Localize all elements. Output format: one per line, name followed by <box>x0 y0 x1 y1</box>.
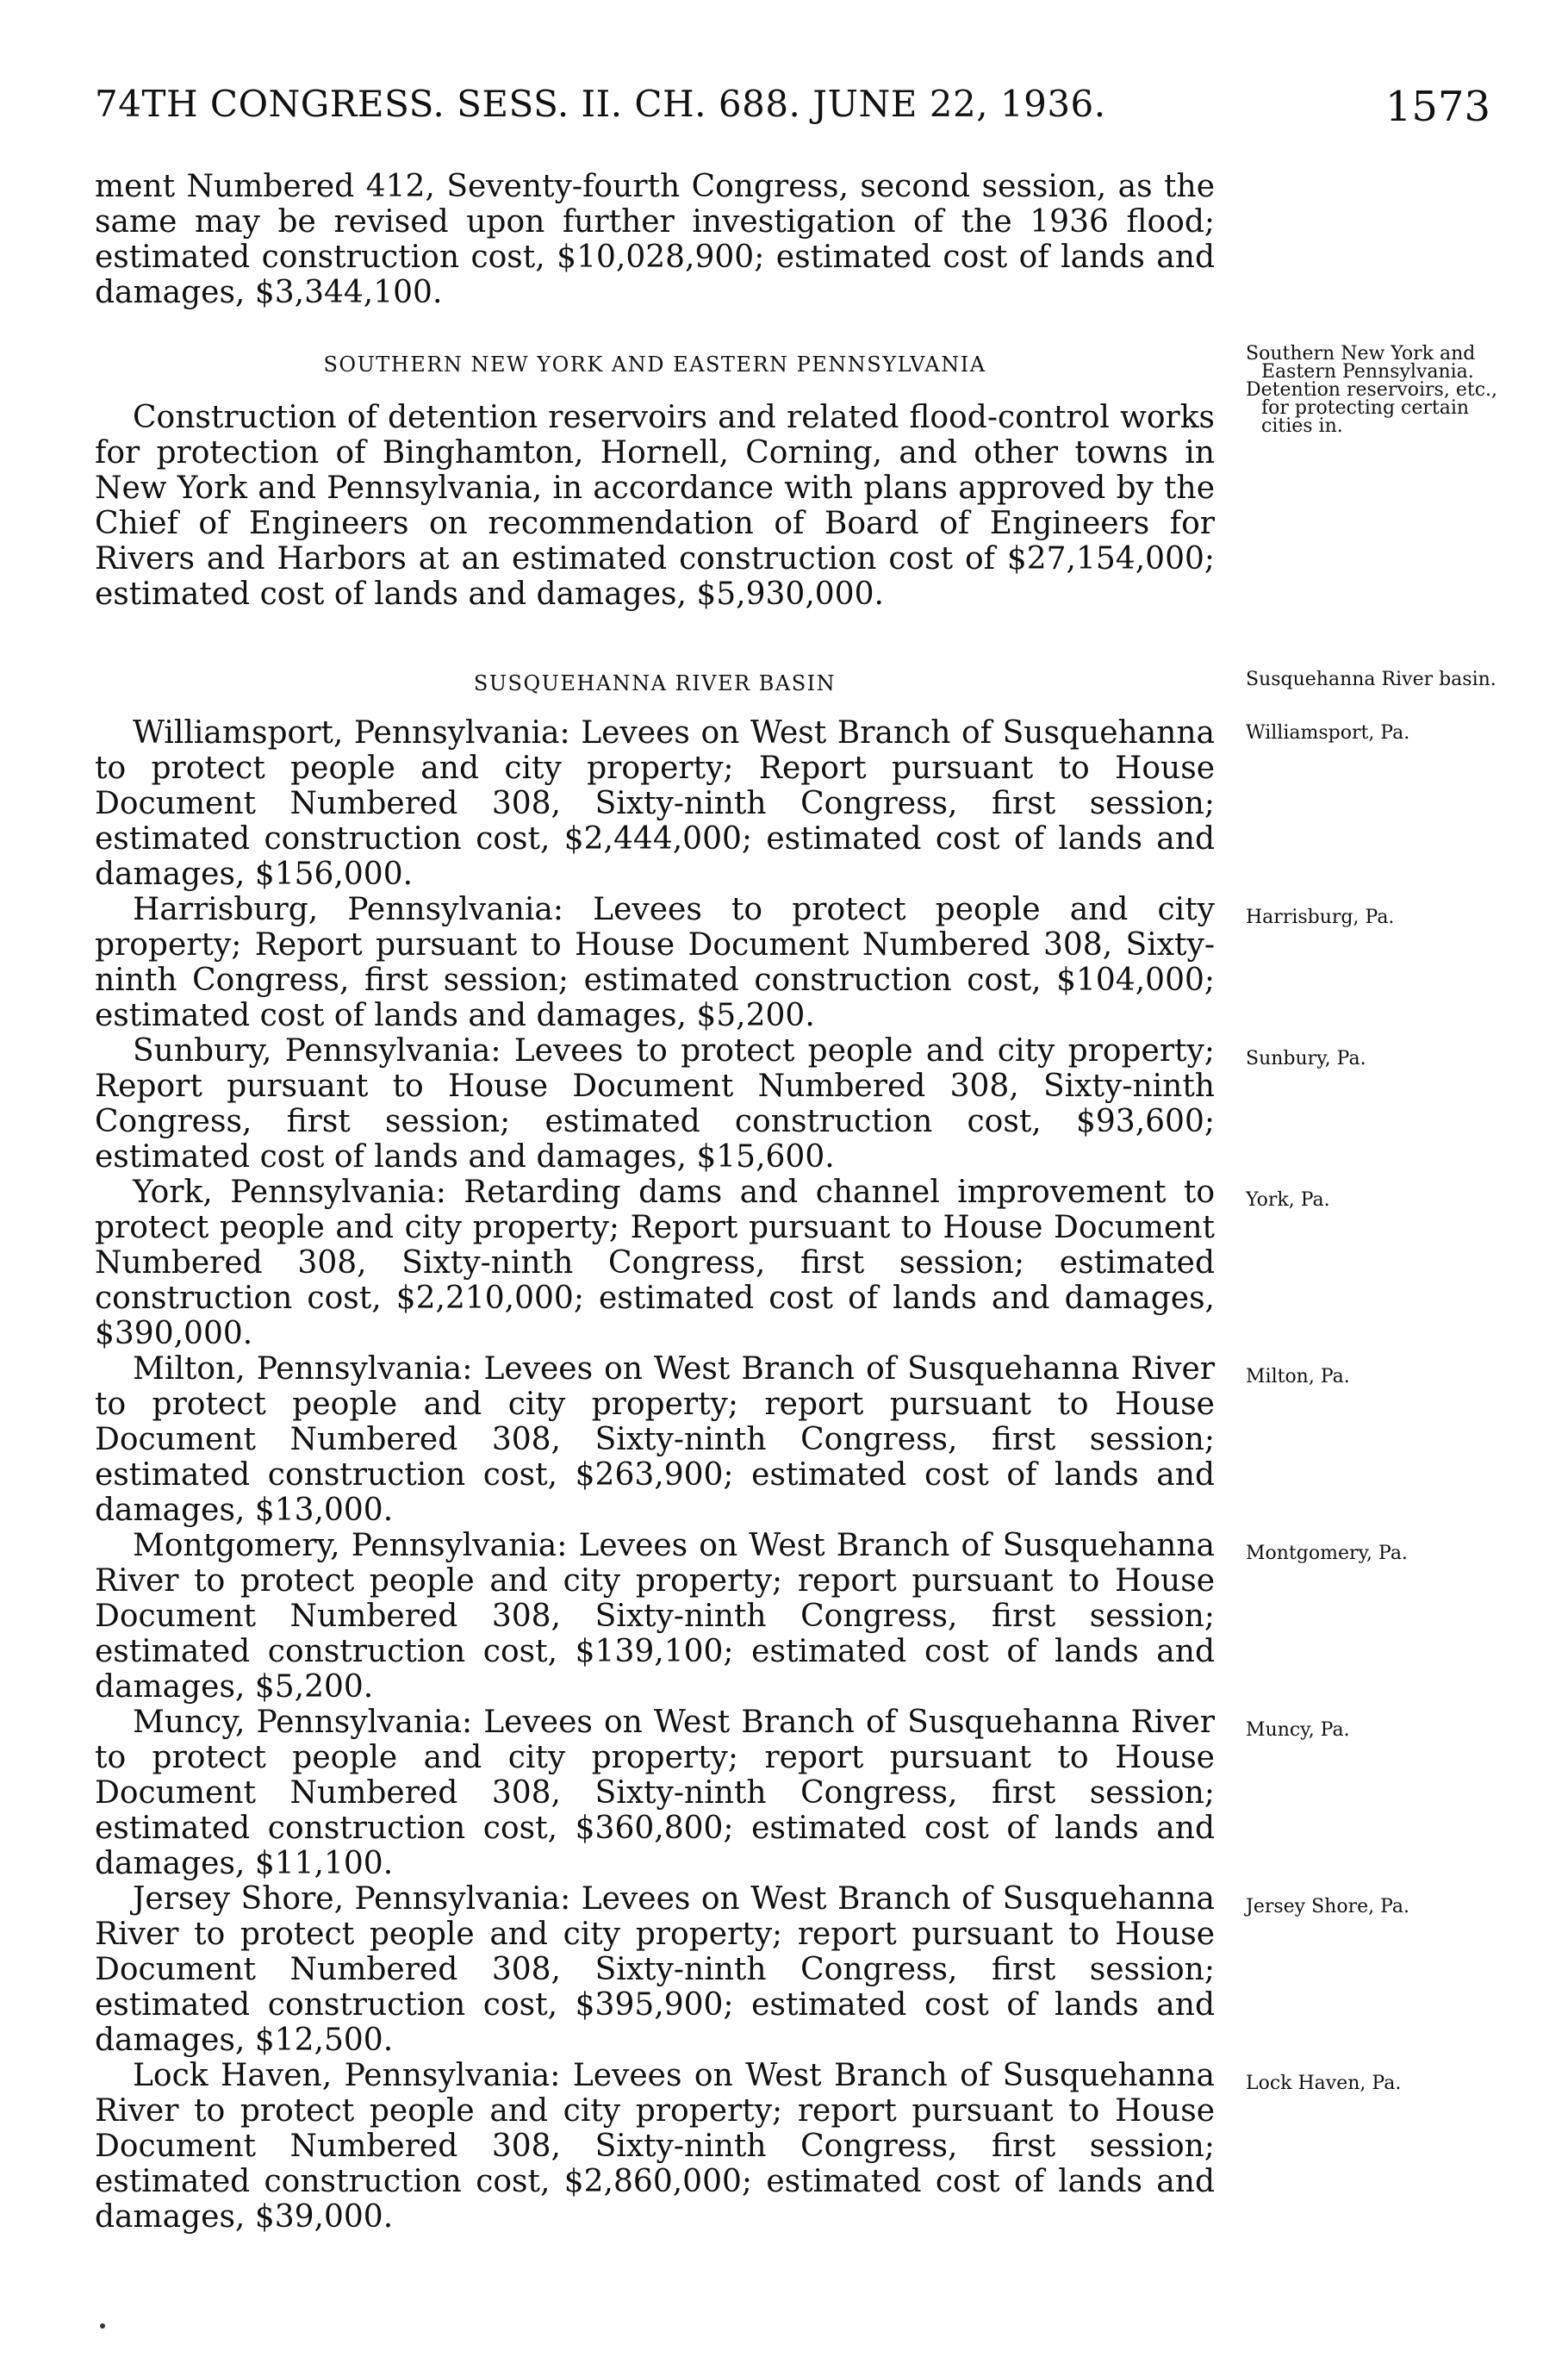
paragraph-lock-haven: Lock Haven, Pennsylvania: Levees on West Branch of Susquehanna River to protect people and city property; report pursuant to House Document Numbered 308, Sixty-ninth Congress, first session; estimated construction cost, $2,860,000; estimated cost of lands and damages, $39,000. <box>95 2058 1215 2235</box>
section-heading-susquehanna: SUSQUEHANNA RIVER BASIN <box>473 671 837 695</box>
print-speck <box>100 2323 105 2329</box>
margin-note-muncy: Muncy, Pa. <box>1246 1719 1350 1741</box>
paragraph-milton: Milton, Pennsylvania: Levees on West Branch of Susquehanna River to protect people and city property; report pursuant to House Document Numbered 308, Sixty-ninth Congress, first session; estimated construction cost, $263,900; estimated cost of lands and damages, $13,000. <box>95 1351 1215 1528</box>
margin-note-southern-ny: Southern New York and Eastern Pennsylvania. <box>1246 343 1476 383</box>
margin-note-detention: Detention reservoirs, etc., for protecting certain cities in. <box>1246 379 1498 437</box>
margin-note-york: York, Pa. <box>1246 1189 1330 1211</box>
continuation-block <box>95 169 1215 310</box>
paragraph-jersey-shore: Jersey Shore, Pennsylvania: Levees on West Branch of Susquehanna River to protect people and city property; report pursuant to House Document Numbered 308, Sixty-ninth Congress, first session; estimated construction cost, $395,900; estimated cost of lands and damages, $12,500. <box>95 1881 1215 2058</box>
running-head: 74TH CONGRESS. SESS. II. CH. 688. JUNE 22, 1936. <box>95 83 1106 125</box>
margin-note-milton: Milton, Pa. <box>1246 1366 1350 1387</box>
paragraph-muncy: Muncy, Pennsylvania: Levees on West Branch of Susquehanna River to protect people and city property; report pursuant to House Document Numbered 308, Sixty-ninth Congress, first session; estimated construction cost, $360,800; estimated cost of lands and damages, $11,100. <box>95 1705 1215 1881</box>
page-number: 1573 <box>1384 83 1490 131</box>
paragraph-montgomery: Montgomery, Pennsylvania: Levees on West Branch of Susquehanna River to protect people and city property; report pursuant to House Document Numbered 308, Sixty-ninth Congress, first session; estimated construction cost, $139,100; estimated cost of lands and damages, $5,200. <box>95 1528 1215 1705</box>
page-header <box>95 83 1490 134</box>
margin-note-harrisburg: Harrisburg, Pa. <box>1246 907 1395 928</box>
paragraph-sunbury: Sunbury, Pennsylvania: Levees to protect people and city property; Report pursuant to House Document Numbered 308, Sixty-ninth Congress, first session; estimated construction cost, $93,600; estimated cost of lands and damages, $15,600. <box>95 1033 1215 1175</box>
section-body-southern-ny <box>95 400 1215 612</box>
margin-note-montgomery: Montgomery, Pa. <box>1246 1543 1408 1564</box>
margin-note-lock-haven: Lock Haven, Pa. <box>1246 2073 1402 2094</box>
continuation-paragraph: ment Numbered 412, Seventy-fourth Congress, second session, as the same may be revised upon further investigation of the 1936 flood; estimated construction cost, $10,028,900; estimated cost of lands and damages, $3,344,100. <box>95 169 1215 310</box>
section-body-susquehanna <box>95 715 1215 2235</box>
paragraph-detention-reservoirs: Construction of detention reservoirs and related flood-control works for protection of Binghamton, Hornell, Corning, and other towns in New York and Pennsylvania, in accordance with plans approved by the Chief of Engineers on recommendation of Board of Engineers for Rivers and Harbors at an estimated construction cost of $27,154,000; estimated cost of lands and damages, $5,930,000. <box>95 400 1215 612</box>
margin-note-group-southern-ny <box>1246 345 1511 435</box>
paragraph-williamsport: Williamsport, Pennsylvania: Levees on West Branch of Susquehanna to protect people and city property; Report pursuant to House Document Numbered 308, Sixty-ninth Congress, first session; estimated construction cost, $2,444,000; estimated cost of lands and damages, $156,000. <box>95 715 1215 892</box>
margin-note-susquehanna: Susquehanna River basin. <box>1246 669 1496 690</box>
margin-note-williamsport: Williamsport, Pa. <box>1246 722 1410 744</box>
margin-note-sunbury: Sunbury, Pa. <box>1246 1048 1366 1069</box>
margin-note-jersey-shore: Jersey Shore, Pa. <box>1246 1896 1410 1917</box>
paragraph-york: York, Pennsylvania: Retarding dams and channel improvement to protect people and city property; Report pursuant to House Document Numbered 308, Sixty-ninth Congress, first session; estimated construction cost, $2,210,000; estimated cost of lands and damages, $390,000. <box>95 1175 1215 1351</box>
section-heading-southern-ny: SOUTHERN NEW YORK AND EASTERN PENNSYLVANIA <box>323 352 986 377</box>
paragraph-harrisburg: Harrisburg, Pennsylvania: Levees to protect people and city property; Report pursuant to House Document Numbered 308, Sixty-ninth Congress, first session; estimated construction cost, $104,000; estimated cost of lands and damages, $5,200. <box>95 892 1215 1033</box>
